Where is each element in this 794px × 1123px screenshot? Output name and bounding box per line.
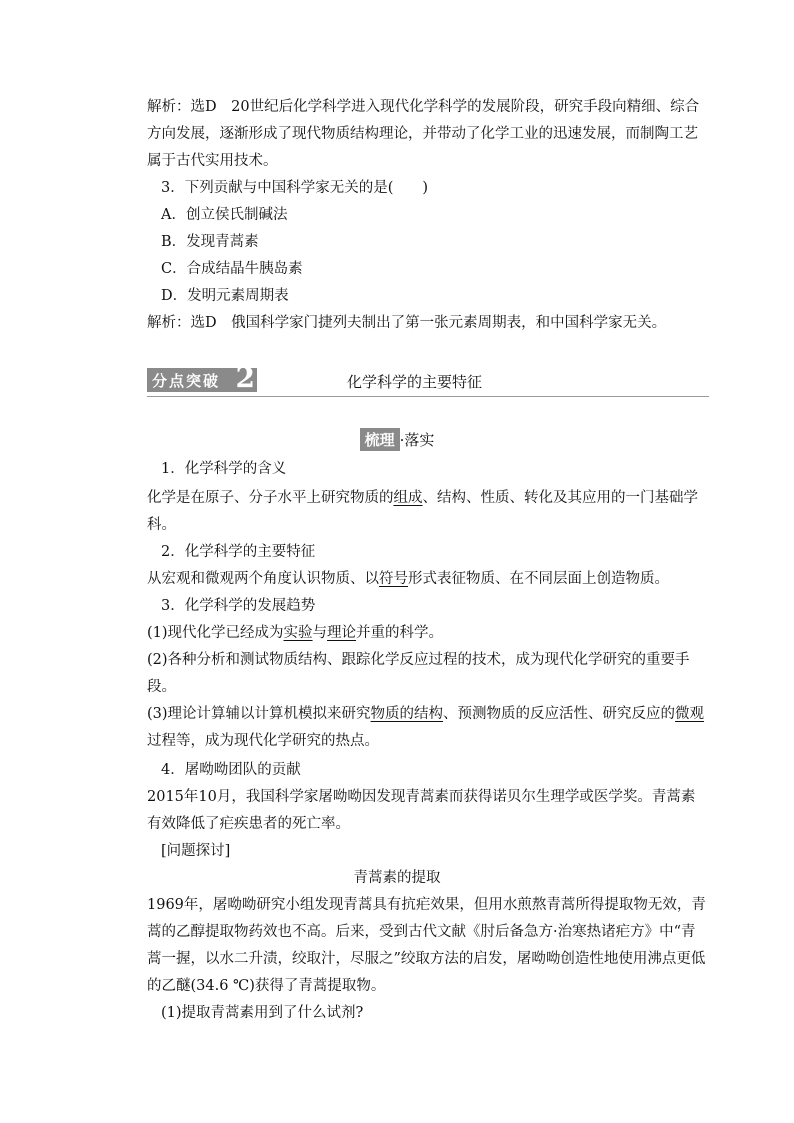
paragraph-1 <box>147 485 707 539</box>
p2-underline: 符号 <box>379 571 408 587</box>
review-tag-box: 梳理 <box>360 428 400 451</box>
heading-4: 4．屠呦呦团队的贡献 <box>161 762 301 778</box>
paragraph-7: 1969年，屠呦呦研究小组发现青蒿具有抗疟效果，但用水煎熬青蒿所得提取物无效，青蒿的乙醇提取物药效也不高。后来，受到古代文献《肘后备急方·治寒热诸疟方》中“青蒿一握，以水二升渍，绞取汁，尽服之”绞取方法的启发，屠呦呦创造性地使用沸点更低的乙醚(34.6 ℃)获得了青蒿提取物。 <box>147 897 706 994</box>
p1-text-b: 、结构、性质、转化及其应用的一门基础学科。 <box>147 490 698 533</box>
p1-text-a: 化学是在原子、分子水平上研究物质的 <box>147 490 394 506</box>
paragraph-5 <box>147 701 707 755</box>
p3-text-b: 并重的科学。 <box>356 625 444 641</box>
section-title: 化学科学的主要特征 <box>347 373 483 391</box>
p3-text-m: 与 <box>312 625 328 641</box>
question-3: 3．下列贡献与中国科学家无关的是( ) <box>161 180 429 196</box>
paragraph-6: 2015年10月，我国科学家屠呦呦因发现青蒿素而获得诺贝尔生理学或医学奖。青蒿素有效降低了疟疾患者的死亡率。 <box>147 789 696 832</box>
option-b: B．发现青蒿素 <box>161 234 259 250</box>
p2-text-a: 从宏观和微观两个角度认识物质、以 <box>147 571 379 587</box>
section-badge <box>147 361 257 394</box>
section-header <box>147 361 709 397</box>
p5-text-m: 、预测物质的反应活性、研究反应的 <box>443 706 676 722</box>
discussion-label: [问题探讨] <box>161 843 231 859</box>
heading-1: 1．化学科学的含义 <box>161 461 287 477</box>
subtitle: 青蒿素的提取 <box>353 870 441 886</box>
p5-underline-1: 物质的结构 <box>370 706 444 722</box>
analysis-paragraph-1: 解析：选D 20世纪后化学科学进入现代化学科学的发展阶段，研究手段向精细、综合方向发展，逐渐形成了现代物质结构理论，并带动了化学工业的迅速发展，而制陶工艺属于古代实用技术。 <box>147 99 700 169</box>
section-badge-text: 分点突破 <box>152 371 221 390</box>
p5-text-b: 过程等，成为现代化学研究的热点。 <box>147 733 379 749</box>
p3-underline-2: 理论 <box>327 625 357 641</box>
heading-2: 2．化学科学的主要特征 <box>161 544 316 560</box>
question-1: (1)提取青蒿素用到了什么试剂? <box>161 1005 364 1021</box>
option-a: A．创立侯氏制碱法 <box>161 207 288 223</box>
p2-text-b: 形式表征物质、在不同层面上创造物质。 <box>408 571 669 587</box>
paragraph-4: (2)各种分析和测试物质结构、跟踪化学反应过程的技术，成为现代化学研究的重要手段。 <box>147 652 690 695</box>
section-badge-number: 2 <box>235 361 255 394</box>
p5-text-a: (3)理论计算辅以计算机模拟来研究 <box>147 706 371 722</box>
option-d: D．发明元素周期表 <box>161 288 289 304</box>
review-tag-rest: ·落实 <box>399 431 435 449</box>
heading-3: 3．化学科学的发展趋势 <box>161 598 316 614</box>
paragraph-3 <box>147 620 707 647</box>
p5-underline-2: 微观 <box>675 706 705 722</box>
paragraph-2 <box>147 566 707 593</box>
p3-text-a: (1)现代化学已经成为 <box>147 625 284 641</box>
p3-underline-1: 实验 <box>283 625 313 641</box>
p1-underline: 组成 <box>393 490 423 506</box>
analysis-paragraph-2: 解析：选D 俄国科学家门捷列夫制出了第一张元素周期表，和中国科学家无关。 <box>147 315 667 331</box>
option-c: C．合成结晶牛胰岛素 <box>161 261 303 277</box>
review-tag <box>0 428 794 451</box>
